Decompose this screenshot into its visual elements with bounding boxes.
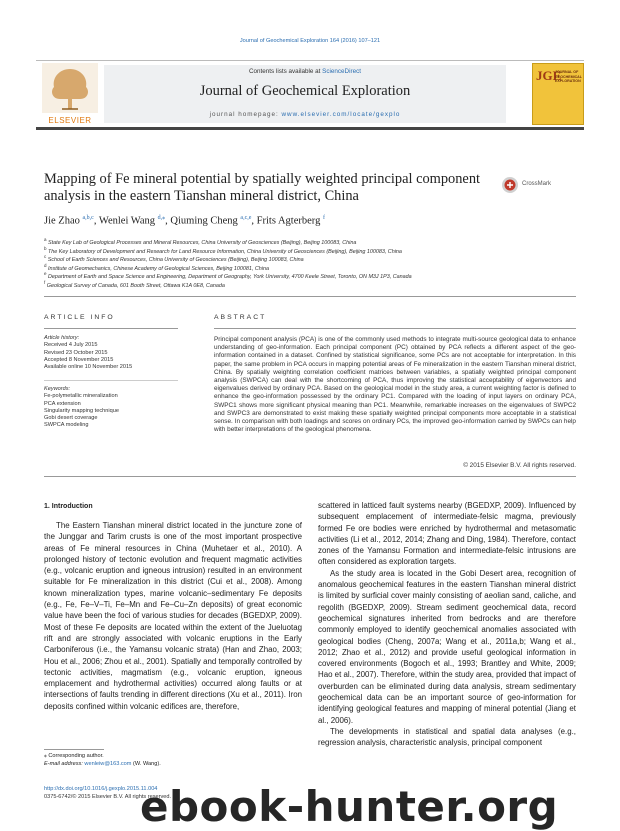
author-email-link[interactable]: wenleiw@163.com <box>84 761 132 767</box>
author-name[interactable]: Wenlei Wang <box>98 215 156 227</box>
issn-copyright: 0375-6742/© 2015 Elsevier B.V. All rights reserved. <box>44 794 172 800</box>
history-item: Available online 10 November 2015 <box>44 364 133 371</box>
section-divider <box>44 476 576 477</box>
journal-header <box>36 60 584 130</box>
watermark: ebook-hunter.org <box>140 782 559 831</box>
homepage-link[interactable]: www.elsevier.com/locate/gexplo <box>281 111 401 118</box>
keyword-item: Fe-polymetallic mineralization <box>44 393 118 400</box>
body-paragraph: scattered in latticed fault systems nearby (BGEDXP, 2009). Influenced by subsequent emplacement of intermediate-felsic magma, previously formed Fe ore bodies were enriched by hydrothermal and metasomatic activities (Li et al., 2012, 2014; Zhang and Ding, 1984). Therefore, contact zones of the Yamansu Formation and intermediate-felsic intrusions are often considered as exploration targets. <box>318 501 576 567</box>
homepage-line <box>104 111 506 118</box>
info-divider <box>44 328 178 329</box>
affiliation: $^e$ Department of Earth and Space Science and Engineering, Department of Geography, York University, 4700 Keele Street, Toronto, ON M3J 1P3, Canada <box>44 271 412 281</box>
sciencedirect-link[interactable]: ScienceDirect <box>322 68 361 75</box>
elsevier-wordmark: ELSEVIER <box>48 116 92 125</box>
homepage-prefix: journal homepage: <box>209 111 279 118</box>
header-center-panel <box>104 65 506 123</box>
affiliation: $^a$ State Key Lab of Geological Processes and Mineral Resources, China University of Geosciences (Beijing), Beijing 100083, China <box>44 237 357 246</box>
crossmark-label: CrossMark <box>522 181 552 187</box>
history-heading: Article history: <box>44 335 80 341</box>
affiliation: $^d$ Institute of Geomechanics, Chinese Academy of Geological Sciences, Beijing 100081, China <box>44 262 269 272</box>
history-item: Received 4 July 2015 <box>44 342 98 349</box>
introduction-heading: 1. Introduction <box>44 503 93 510</box>
elsevier-logo[interactable] <box>42 63 98 125</box>
affiliation: $^b$ The Key Laboratory of Development and Research for Land Resource Information, China University of Geosciences (Beijing), Beijing 100083, China <box>44 245 402 255</box>
crossmark-badge[interactable] <box>501 176 571 196</box>
journal-cover-thumbnail[interactable] <box>532 63 584 125</box>
cover-abbrev: JGE <box>536 68 562 83</box>
keywords <box>44 386 178 430</box>
keyword-item: Gobi desert coverage <box>44 415 98 422</box>
body-column-left <box>44 520 302 712</box>
abstract-text: Principal component analysis (PCA) is one of the commonly used methods to integrate multi-source geological data to enhance understanding of geo-information. Each principal component (PC) obtained by PCA reflects a different aspect of the geo-information contained in a dataset. Confined by statistical significance, some PCs are not acceptable for interpretation. In this paper, the same problem in PCA occurs in mapping potential areas of Fe mineralization in the eastern Tianshan mineral district, China. By spatially weighting correlation coefficient matrices between variables, a spatially weighted principal component analysis (SWPCA) can deal with the shortcoming of PCA, thus improving the statistical acceptability of eigenvectors and eigenvalues derived by ordinary PCA. Based on the geological model in the study area, a current weighting factor is defined to enhance the geo-information possessed by the ordinary PC1. Compared with the loading of input layers on ordinary PCA, SWPC1 shows more significant physical meaning than PC1. Meanwhile, remarkable increases on the eigenvalues of SWPC2 and SWPC3 are demonstrated to exist making these spatially weighted principal components more acceptable in a statistical sense. In comparison with both loadings and scores on ordinary PCs, the improved geo-information carried by SWPCs can help with better interpretations of the geological phenomena. <box>214 336 576 434</box>
footnote-divider <box>44 749 104 750</box>
abstract-heading: ABSTRACT <box>214 314 267 321</box>
article-title: Mapping of Fe mineral potential by spatially weighted principal component analysis in the eastern Tianshan mineral district, China <box>44 171 481 204</box>
footnote-label: ⁎ Corresponding author. <box>44 753 104 759</box>
journal-name: Journal of Geochemical Exploration <box>199 83 411 99</box>
author-sup[interactable]: a,b,c <box>82 215 94 221</box>
article-history <box>44 335 178 371</box>
cover-title: JOURNAL OF GEOCHEMICAL EXPLORATION <box>555 70 582 83</box>
author-name[interactable]: Frits Agterberg <box>256 215 321 227</box>
affiliation: $^f$ Geological Survey of Canada, 601 Booth Street, Ottawa K1A 0E8, Canada <box>44 280 225 289</box>
author-name[interactable]: Qiuming Cheng <box>170 215 238 227</box>
body-column-right <box>318 500 576 749</box>
history-item: Accepted 8 November 2015 <box>44 356 114 363</box>
contents-prefix: Contents lists available at <box>248 68 321 75</box>
affiliation: $^c$ School of Earth Sciences and Resources, China University of Geosciences (Beijing), Beijing 100083, China <box>44 254 304 263</box>
body-paragraph: The Eastern Tianshan mineral district located in the juncture zone of the Junggar and Tarim crusts is one of the most important prospective areas of Fe mineral resources in China (Muhetaer et al., 2010). A prolonged history of tectonic evolution and frequent magmatic activities (e.g., volcanic eruption and igneous intrusion) resulted in an environment suitable for Fe mineralization in this district (Cui et al., 2008). Among known mineralization types, marine volcanic–sedimentary Fe deposits (e.g., Fe, Fe–V–Ti, Fe–Mn and Fe–Cu–Zn deposits) of great economic value have been the foci of various studies for decades (BGEDXP, 2009). Most of these Fe deposits are located within the extent of the Jueluotag rift and are strongly associated with volcanic eruptions in the Early Carboniferous (i.e., the Yamansu volcanic strata) (Han and Zhao, 2003; Hou et al., 2006; Zhou et al., 2001). Spatially and temporally controlled by tectonic activities, magmatism (e.g., volcanic eruption, igneous emplacement and hydrothermal activities) occurred along faults or at intersections of faults trending in different directions (Xu et al., 2011). Iron deposits confined within volcanic edifices are, therefore, <box>44 521 302 711</box>
author-list: Jie Zhao $^{a,b,c}$, Wenlei Wang $^{d,⁎}$, Qiuming Cheng $^{a,c,e}$, Frits Agterberg $^f$ <box>44 215 325 227</box>
info-subdivider <box>44 380 178 381</box>
author-sup[interactable]: a,c,e <box>240 215 252 221</box>
history-item: Revised 23 October 2015 <box>44 349 108 356</box>
keywords-heading: Keywords: <box>44 386 71 392</box>
author-sup[interactable]: f <box>322 215 325 221</box>
footnote <box>44 752 302 768</box>
journal-reference-link[interactable]: Journal of Geochemical Exploration 164 (2016) 107–121 <box>239 38 381 44</box>
footnote-email-line: E-mail address: wenleiw@163.com (W. Wang). <box>44 761 161 767</box>
keyword-item: PCA extension <box>44 400 81 407</box>
keyword-item: Singularity mapping technique <box>44 407 119 414</box>
author-sup[interactable]: d,⁎ <box>157 215 166 221</box>
section-divider <box>44 296 576 297</box>
abstract-copyright: © 2015 Elsevier B.V. All rights reserved. <box>463 462 576 469</box>
body-paragraph: As the study area is located in the Gobi Desert area, recognition of anomalous geochemical features in the eastern Tianshan mineral district is limited by surficial cover mainly consisting of aeolian sand, caliche, and regolith (BGEDXP, 2009). Stream sediment geochemical data, record geochemical signatures inherited from bedrocks and are therefore commonly employed to identify geochemical anomalies associated with geological bodies (Cheng, 2007a; Wang et al., 2011a,b; Wang et al., 2012; Zhao et al., 2012) and provide useful geological information in covered environments (Bogoch et al., 1993; Brantley and White, 2009; Hao et al., 2007). Therefore, within the study area, provided that impact of overburden can be eliminated during data analysis, stream sedimentary geochemical data can be an important source of geo-information for identifying geological features and mapping of mineral potential (Jiang et al., 2006). <box>318 568 576 725</box>
contents-line <box>104 68 506 75</box>
doi-link[interactable]: http://dx.doi.org/10.1016/j.gexplo.2015.11.004 <box>44 786 158 792</box>
keyword-item: SWPCA modeling <box>44 422 89 429</box>
elsevier-tree-icon <box>42 63 98 113</box>
article-info-heading: ARTICLE INFO <box>44 314 115 321</box>
crossmark-icon <box>501 176 519 194</box>
abstract-divider <box>214 328 576 329</box>
body-paragraph: The developments in statistical and spatial data analyses (e.g., regression analysis, characteristic analysis, principal component <box>318 726 576 748</box>
author-name[interactable]: Jie Zhao <box>44 215 80 227</box>
